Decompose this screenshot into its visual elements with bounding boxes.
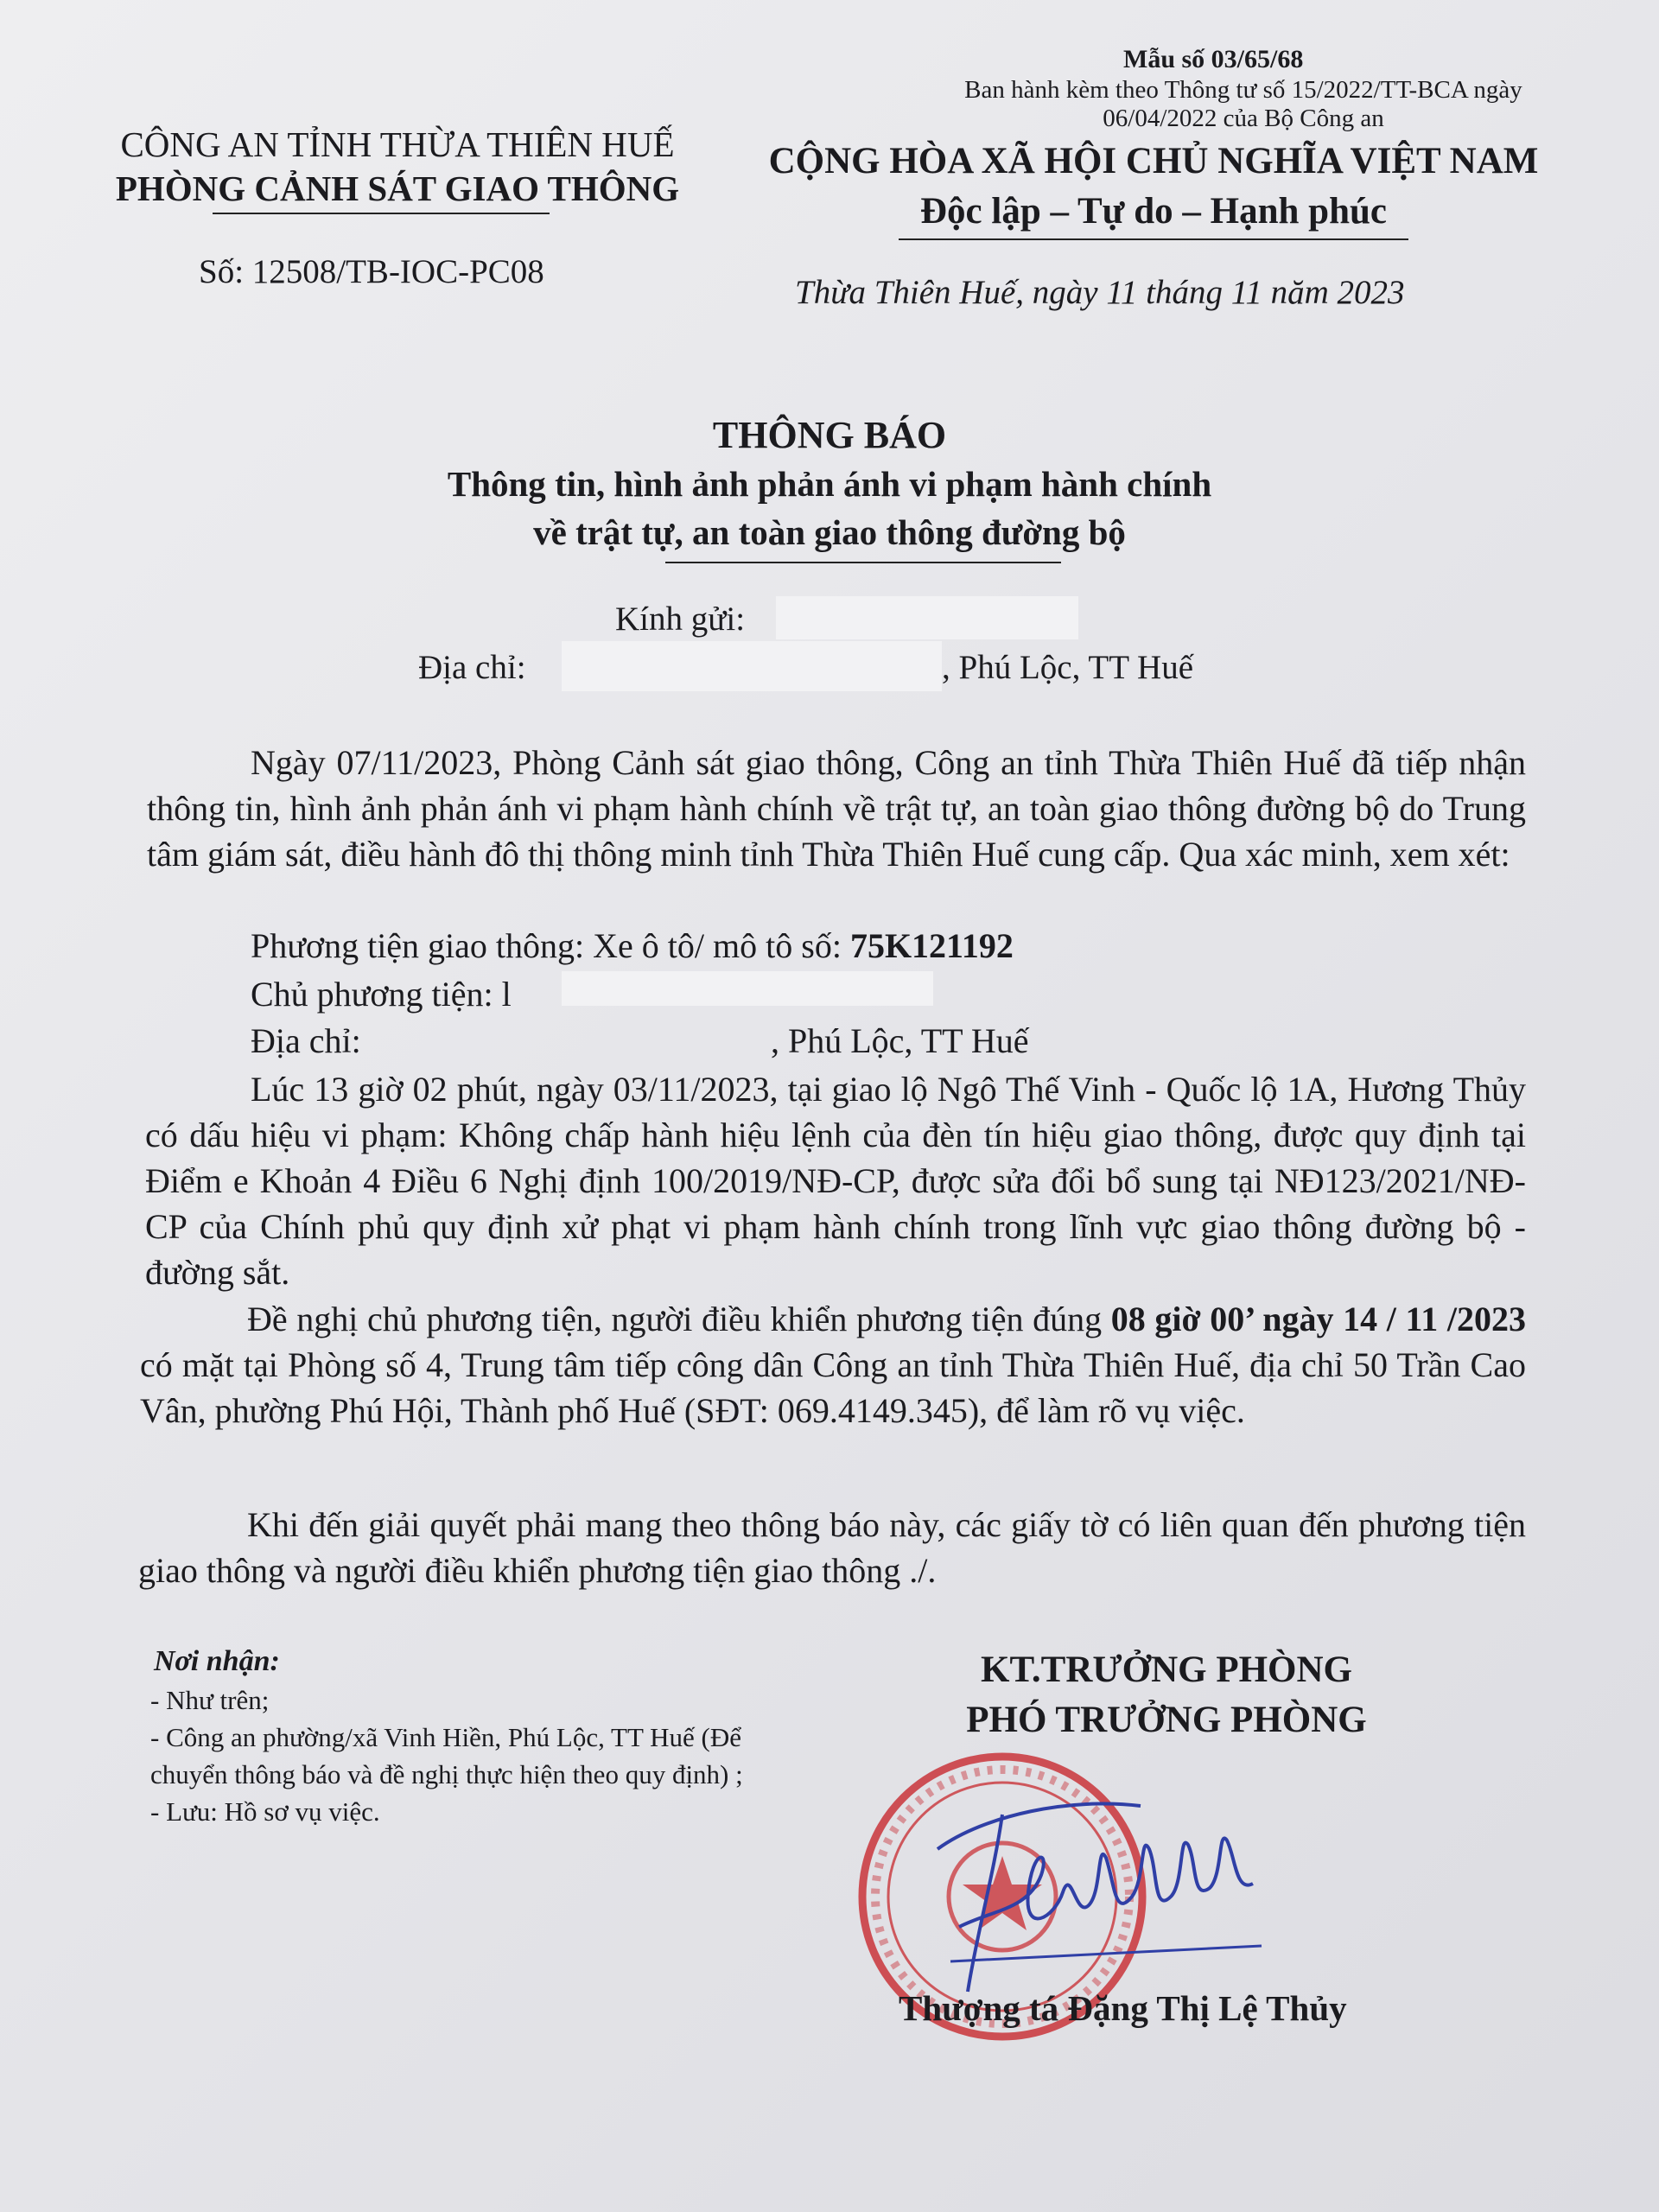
document-title: THÔNG BÁO xyxy=(712,414,947,456)
signature-role-1: KT.TRƯỞNG PHÒNG xyxy=(981,1649,1352,1690)
paragraph-summons xyxy=(140,1296,1526,1433)
owner-line: Chủ phương tiện: l xyxy=(251,975,512,1014)
signer-name: Thượng tá Đặng Thị Lệ Thủy xyxy=(899,1988,1347,2028)
summons-text-2: có mặt tại Phòng số 4, Trung tâm tiếp công dân Công an tỉnh Thừa Thiên Huế, địa chỉ 50 Trần Cao Vân, phường Phú Hội, Thành phố Huế (SĐT: 069.4149.345), để làm rõ vụ việc. xyxy=(140,1345,1526,1430)
handwritten-signature xyxy=(938,1803,1262,1992)
redacted-owner-name xyxy=(562,971,933,1006)
recipient-item: - Lưu: Hồ sơ vụ việc. xyxy=(150,1796,380,1827)
issuing-agency xyxy=(86,123,709,211)
redacted-recipient-name xyxy=(776,596,1078,639)
vehicle-line xyxy=(251,923,1014,969)
form-issued-note: Ban hành kèm theo Thông tư số 15/2022/TT-BCA ngày 06/04/2022 của Bộ Công an xyxy=(964,76,1522,132)
summons-text-1: Đề nghị chủ phương tiện, người điều khiển phương tiện đúng xyxy=(247,1300,1111,1338)
vehicle-plate: 75K121192 xyxy=(849,926,1014,965)
redacted-recipient-address xyxy=(562,641,942,691)
address-suffix: , Phú Lộc, TT Huế xyxy=(942,649,1194,686)
paragraph-closing: Khi đến giải quyết phải mang theo thông báo này, các giấy tờ có liên quan đến phương tiện giao thông và người điều khiển phương tiện giao thông ./. xyxy=(138,1505,1526,1590)
summons-time: 08 giờ 00’ ngày 14 / 11 /2023 xyxy=(1110,1300,1526,1338)
owner-address-label: Địa chỉ: xyxy=(251,1021,361,1060)
nation-name: CỘNG HÒA XÃ HỘI CHỦ NGHĨA VIỆT NAM xyxy=(768,141,1539,181)
subtitle-line-2: về trật tự, an toàn giao thông đường bộ xyxy=(533,512,1126,552)
owner-address-suffix: , Phú Lộc, TT Huế xyxy=(771,1021,1029,1060)
form-number: Mẫu số 03/65/68 xyxy=(1123,45,1304,73)
paragraph-violation: Lúc 13 giờ 02 phút, ngày 03/11/2023, tại giao lộ Ngô Thế Vinh - Quốc lộ 1A, Hương Thủy có dấu hiệu vi phạm: Không chấp hành hiệu lệnh của đèn tín hiệu giao thông, được quy định tại Điểm e Khoản 4 Điều 6 Nghị định 100/2019/NĐ-CP, được sửa đổi bổ sung tại NĐ123/2021/NĐ-CP của Chính phủ quy định xử phạt vi phạm hành chính trong lĩnh vực giao thông đường bộ - đường sắt. xyxy=(145,1070,1526,1292)
vehicle-label: Phương tiện giao thông: Xe ô tô/ mô tô số: xyxy=(251,926,850,965)
motto-underline xyxy=(899,238,1408,240)
nation-slogan: Độc lập – Tự do – Hạnh phúc xyxy=(920,191,1387,232)
recipients-list xyxy=(150,1681,807,1830)
agency-name: CÔNG AN TỈNH THỪA THIÊN HUẾ xyxy=(120,124,675,164)
address-label: Địa chỉ: xyxy=(418,649,526,686)
subtitle-line-1: Thông tin, hình ảnh phản ánh vi phạm hành chính xyxy=(447,464,1212,504)
place-date: Thừa Thiên Huế, ngày 11 tháng 11 năm 2023 xyxy=(795,274,1405,311)
national-motto xyxy=(743,137,1564,237)
recipient-item: - Như trên; xyxy=(150,1685,270,1715)
title-underline xyxy=(665,562,1061,563)
to-label: Kính gửi: xyxy=(615,601,746,638)
document-subtitle xyxy=(0,460,1659,556)
signature-role xyxy=(864,1645,1469,1745)
paragraph-receipt: Ngày 07/11/2023, Phòng Cảnh sát giao thông, Công an tỉnh Thừa Thiên Huế đã tiếp nhận thông tin, hình ảnh phản ánh vi phạm hành chính về trật tự, an toàn giao thông đường bộ do Trung tâm giám sát, điều hành đô thị thông minh tỉnh Thừa Thiên Huế cung cấp. Qua xác minh, xem xét: xyxy=(147,743,1526,874)
recipients-heading: Nơi nhận: xyxy=(154,1645,280,1677)
agency-underline xyxy=(213,213,550,214)
recipient-item: - Công an phường/xã Vinh Hiền, Phú Lộc, TT Huế (Để chuyển thông báo và đề nghị thực hiện theo quy định) ; xyxy=(150,1722,743,1789)
agency-department: PHÒNG CẢNH SÁT GIAO THÔNG xyxy=(115,168,680,208)
document-number: Số: 12508/TB-IOC-PC08 xyxy=(199,253,544,290)
signature-role-2: PHÓ TRƯỞNG PHÒNG xyxy=(966,1700,1367,1740)
